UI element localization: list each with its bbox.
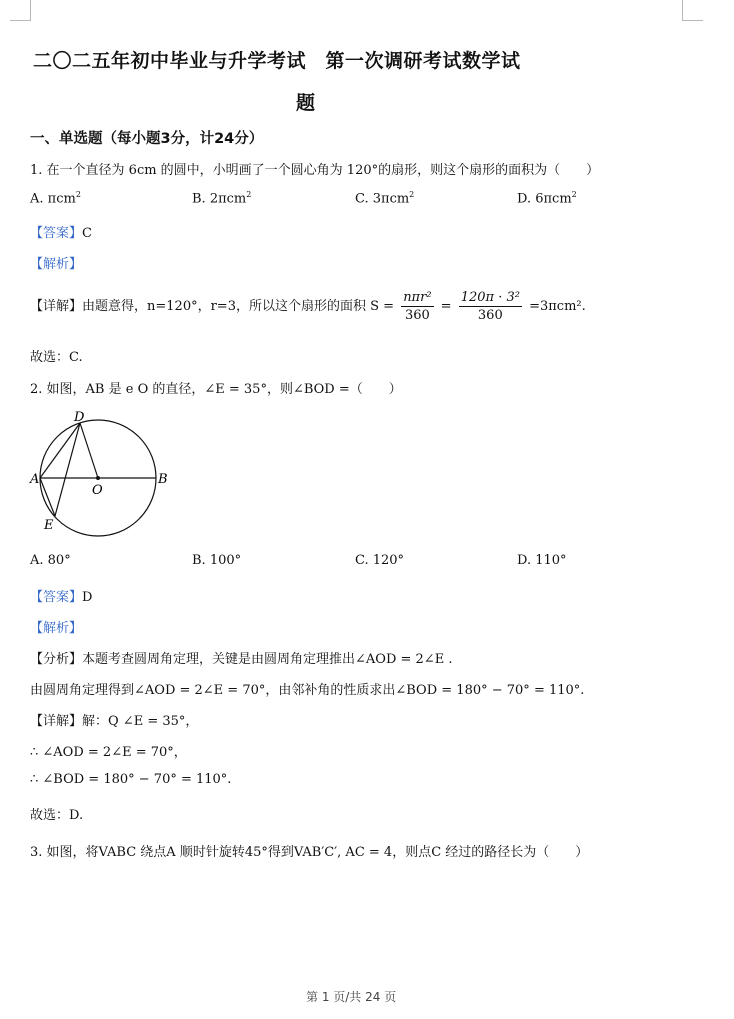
chord-ad: [40, 423, 80, 478]
q2-detail: 【详解】解：Q ∠E = 35°，: [30, 714, 199, 729]
center-point-o: [96, 476, 100, 480]
q2-option-c: C. 120°: [355, 553, 405, 568]
document-title-line2: 题: [296, 92, 316, 114]
document-title-line1: 二〇二五年初中毕业与升学考试 第一次调研考试数学试: [33, 50, 521, 72]
q2-reasoning: 由圆周角定理得到∠AOD = 2∠E = 70°，由邻补角的性质求出∠BOD = 180° − 70° = 110°.: [30, 683, 585, 698]
q2-answer: 【答案】D: [30, 590, 93, 605]
q2-analysis-tag: 【解析】: [30, 621, 83, 636]
q2-option-b: B. 100°: [192, 553, 242, 568]
q1-option-c: C. 3πcm$^2$: [355, 190, 415, 207]
label-o: O: [92, 483, 103, 498]
q2-step-2: ∴ ∠BOD = 180° − 70° = 110°.: [30, 772, 232, 787]
q1-answer: 【答案】C: [30, 226, 92, 241]
q1-option-d: D. 6πcm$^2$: [517, 190, 577, 207]
answer-tag: 【答案】: [30, 226, 83, 241]
q1-stem: 1. 在一个直径为 6cm 的圆中，小明画了一个圆心角为 120°的扇形，则这个扇形的面积为（ ）: [30, 163, 600, 178]
chord-de: [55, 423, 80, 516]
q2-conclusion: 故选：D.: [30, 808, 84, 823]
label-a: A: [30, 472, 40, 487]
q1-conclusion: 故选：C.: [30, 350, 83, 365]
q1-option-a: A. πcm$^2$: [30, 190, 81, 207]
q2-step-1: ∴ ∠AOD = 2∠E = 70°，: [30, 745, 187, 760]
q2-fenxi: 【分析】本题考查圆周角定理，关键是由圆周角定理推出∠AOD = 2∠E .: [30, 652, 453, 667]
q1-fraction-1: $\frac{\text{nπr²}}{360}$: [403, 290, 432, 323]
label-d: D: [74, 410, 85, 425]
q1-fraction-2: $\frac{\text{120π · 3²}}{360}$: [460, 290, 520, 323]
corner-mark-top-left: [10, 0, 31, 21]
q1-option-b: B. 2πcm$^2$: [192, 190, 252, 207]
label-b: B: [158, 472, 168, 487]
q3-stem: 3. 如图，将VABC 绕点A 顺时针旋转45°得到VAB′C′, AC = 4，则点C 经过的路径长为（ ）: [30, 845, 589, 860]
chord-ae: [40, 478, 55, 516]
page-footer: 第 1 页/共 24 页: [306, 990, 397, 1004]
q2-stem: 2. 如图，AB 是 e O 的直径，∠E = 35°，则∠BOD =（ ）: [30, 382, 402, 397]
segment-do: [80, 423, 98, 478]
corner-mark-top-right: [682, 0, 703, 21]
q1-analysis-tag: 【解析】: [30, 257, 83, 272]
q2-circle-figure: [28, 408, 188, 538]
q2-option-d: D. 110°: [517, 553, 567, 568]
q1-detail: 【详解】由题意得，n=120°，r=3，所以这个扇形的面积 S = $\frac{\text{nπr²}}{360}$ = $\frac{\text{120π · 3²}}{360}$ =3πcm².: [30, 290, 586, 323]
q2-option-a: A. 80°: [30, 553, 71, 568]
label-e: E: [44, 518, 54, 533]
section-heading: 一、单选题（每小题3分，计24分）: [30, 131, 264, 147]
